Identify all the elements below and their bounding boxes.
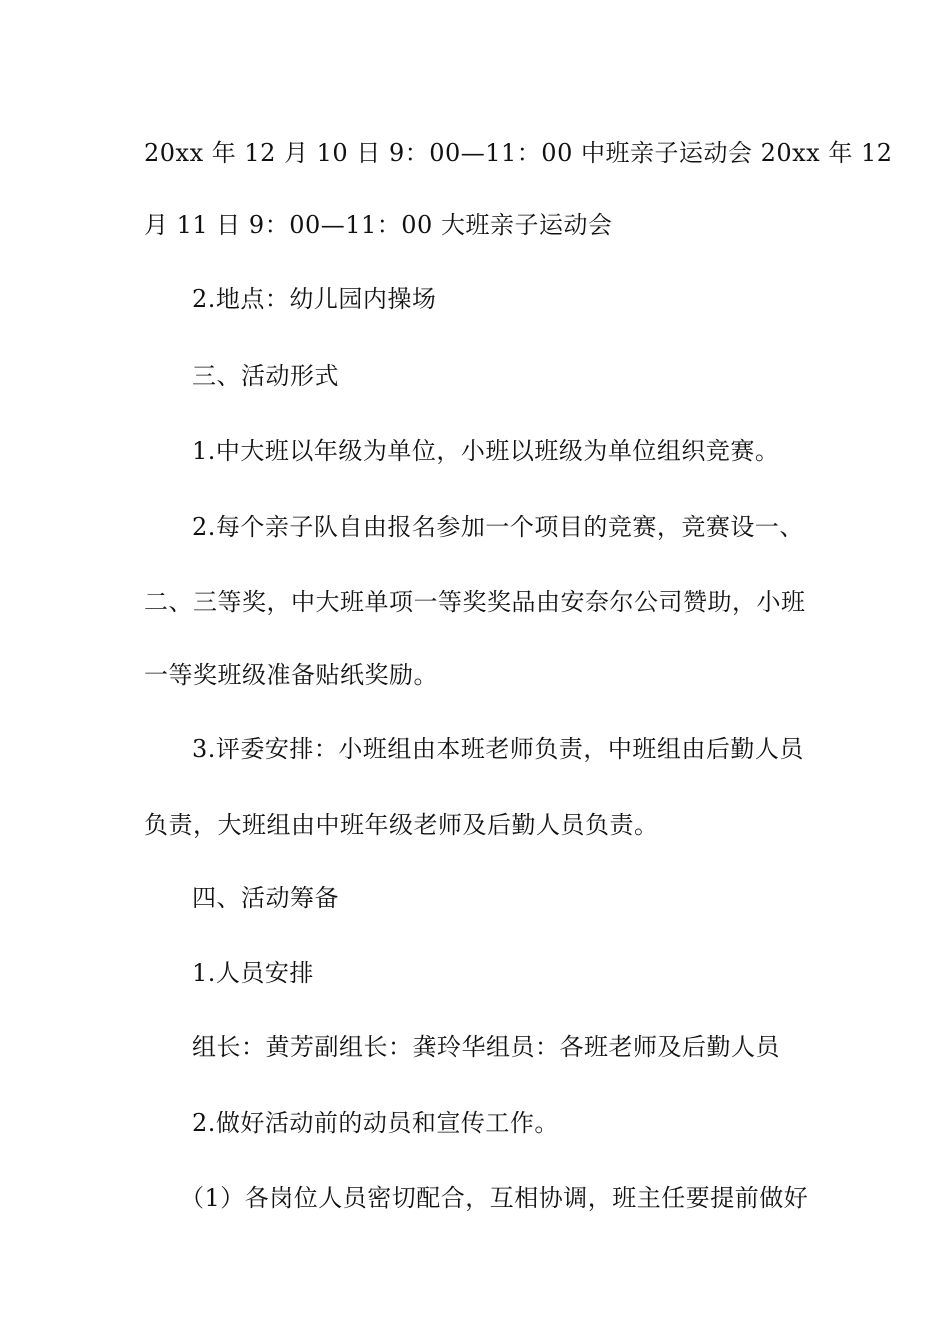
- text-line-9: 3.评委安排：小班组由本班老师负责，中班组由后勤人员: [192, 735, 804, 763]
- text-line-2: 月 11 日 9：00—11：00 大班亲子运动会: [144, 211, 613, 239]
- text-line-1: 20xx 年 12 月 10 日 9：00—11：00 中班亲子运动会 20xx 年 12: [144, 139, 893, 167]
- text-line-7: 二、三等奖，中大班单项一等奖奖品由安奈尔公司赞助，小班: [144, 588, 806, 616]
- section-heading-activity-preparation: 四、活动筹备: [192, 884, 339, 912]
- text-line-13: 组长：黄芳副组长：龚玲华组员：各班老师及后勤人员: [192, 1033, 780, 1061]
- text-line-15: （1）各岗位人员密切配合，互相协调，班主任要提前做好: [180, 1184, 809, 1212]
- text-line-10: 负责，大班组由中班年级老师及后勤人员负责。: [144, 811, 659, 839]
- text-line-6: 2.每个亲子队自由报名参加一个项目的竞赛，竞赛设一、: [192, 513, 804, 541]
- text-line-5: 1.中大班以年级为单位，小班以班级为单位组织竞赛。: [192, 437, 780, 465]
- text-line-12: 1.人员安排: [192, 959, 314, 987]
- section-heading-activity-form: 三、活动形式: [192, 362, 339, 390]
- text-line-3: 2.地点：幼儿园内操场: [192, 285, 437, 313]
- text-line-14: 2.做好活动前的动员和宣传工作。: [192, 1109, 559, 1137]
- text-line-8: 一等奖班级准备贴纸奖励。: [144, 661, 438, 689]
